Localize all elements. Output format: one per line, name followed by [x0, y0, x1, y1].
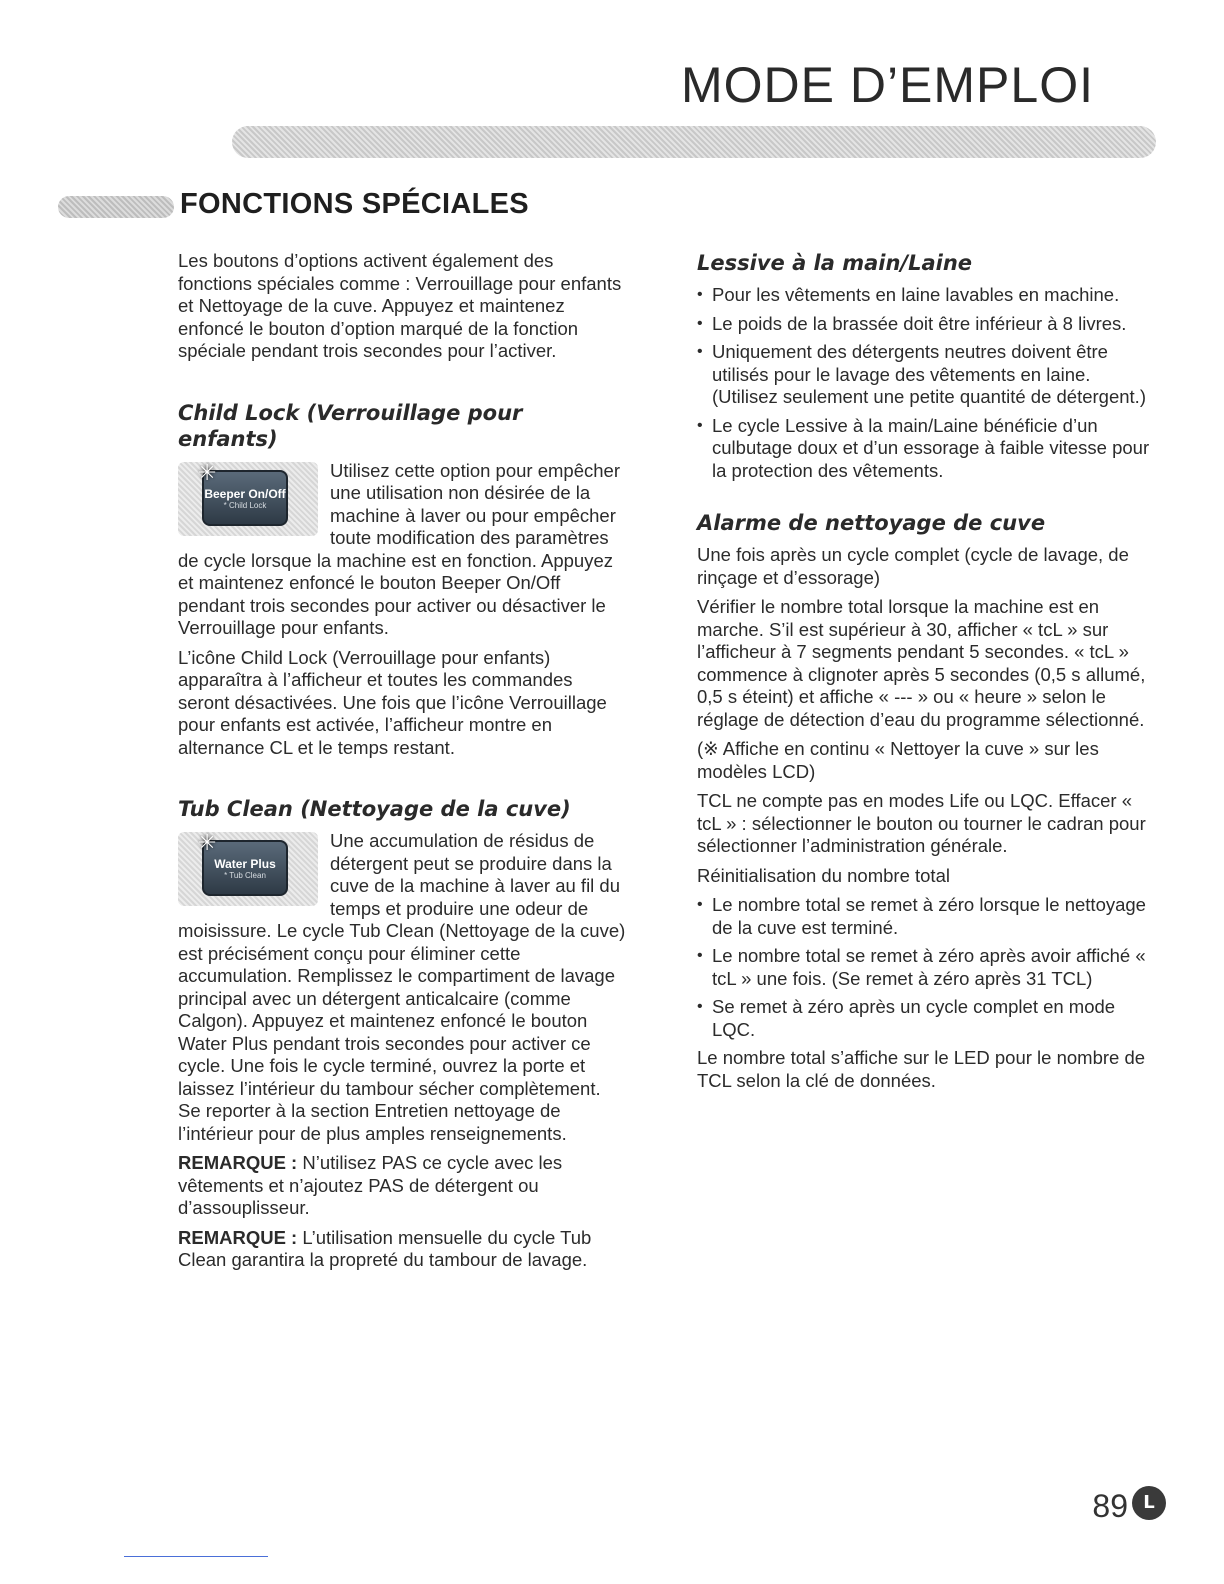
- tub-clean-note-1: [178, 1152, 628, 1220]
- intro-paragraph: Les boutons d’options activent également des fonctions spéciales comme : Verrouillage pour enfants et Nettoyage de la cuve. Appuyez et maintenez enfoncé le bouton d’option marqué de la fonction spéciale pendant trois secondes pour l’activer.: [178, 250, 622, 361]
- note-text: L’utilisation mensuelle du cycle Tub Clean garantira la propreté du tambour de lavage.: [178, 1226, 592, 1270]
- tub-clean-paragraph: Une accumulation de résidus de détergent peut se produire dans la cuve de la machine à laver au fil du temps et produire une odeur de moisissure. Le cycle Tub Clean (Nettoyage de la cuve) est précisément conçu pour éliminer cette accumulation. Remplissez le compartiment de lavage principal avec un détergent anticalcaire (comme Calgon). Appuyez et maintenez enfoncé le bouton Water Plus pendant trois secondes pour activer ce cycle. Une fois le cycle terminé, ouvrez la porte et laissez l’intérieur du tambour sécher complètement. Se reporter à la section Entretien nettoyage de l’intérieur pour de plus amples renseignements.: [178, 830, 626, 1144]
- water-plus-button-image: [178, 832, 318, 906]
- list-item: • Uniquement des détergents neutres doivent être utilisés pour le lavage des vêtements en laine. (Utilisez seulement une petite quantité de détergent.): [697, 341, 1152, 409]
- note-label: REMARQUE :: [178, 1152, 298, 1173]
- handwash-list: [697, 284, 1152, 482]
- list-item: • Se remet à zéro après un cycle complet en mode LQC.: [697, 996, 1152, 1041]
- footer-rule: [124, 1556, 268, 1557]
- water-plus-button-graphic: [198, 830, 288, 896]
- tub-clean-heading: Tub Clean (Nettoyage de la cuve): [178, 797, 571, 821]
- beeper-button-sublabel: * Child Lock: [223, 500, 267, 510]
- list-item: • Le poids de la brassée doit être inférieur à 8 livres.: [697, 313, 1152, 336]
- page-number: 89: [1092, 1488, 1128, 1524]
- alarm-paragraph-3: (※ Affiche en continu « Nettoyer la cuve » sur les modèles LCD): [697, 738, 1099, 782]
- title-decor-bar: [232, 126, 1156, 158]
- section-decor-pill: [58, 196, 174, 218]
- alarm-paragraph-4: TCL ne compte pas en modes Life ou LQC. Effacer « tcL » : sélectionner le bouton ou tourner le cadran pour sélectionner l’administration générale.: [697, 790, 1146, 856]
- alarm-reset-list: [697, 894, 1152, 1041]
- right-column: [697, 250, 1152, 1099]
- alarm-paragraph-2: Vérifier le nombre total lorsque la machine est en marche. S’il est supérieur à 30, afficher « tcL » sur l’afficheur à 7 segments pendant 5 secondes. « tcL » commence à clignoter après 5 secondes (0,5 s allumé, 0,5 s éteint) et affiche « --- » ou « heure » selon le réglage de détection d’eau du programme sélectionné.: [697, 596, 1146, 730]
- water-plus-button-sublabel: * Tub Clean: [224, 871, 266, 880]
- beeper-button-image: [178, 459, 318, 536]
- alarm-paragraph-5: Réinitialisation du nombre total: [697, 864, 950, 886]
- list-item: • Le nombre total se remet à zéro lorsque le nettoyage de la cuve est terminé.: [697, 894, 1152, 939]
- lg-logo-icon: L: [1132, 1486, 1166, 1520]
- section-heading: FONCTIONS SPÉCIALES: [180, 188, 529, 220]
- child-lock-heading: Child Lock (Verrouillage pour enfants): [178, 400, 523, 451]
- alarm-paragraph-6: Le nombre total s’affiche sur le LED pour le nombre de TCL selon la clé de données.: [697, 1047, 1146, 1091]
- list-item: • Le cycle Lessive à la main/Laine bénéficie d’un culbutage doux et d’un essorage à faible vitesse pour la protection des vêtements.: [697, 415, 1152, 483]
- list-item: • Pour les vêtements en laine lavables en machine.: [697, 284, 1152, 307]
- handwash-heading: Lessive à la main/Laine: [697, 251, 973, 275]
- sparkle-icon: ✳: [198, 830, 217, 855]
- alarm-heading: Alarme de nettoyage de cuve: [697, 511, 1046, 535]
- page-title: MODE D’EMPLOI: [680, 57, 1094, 113]
- child-lock-paragraph-2: L’icône Child Lock (Verrouillage pour enfants) apparaîtra à l’afficheur et toutes les commandes seront désactivées. Une fois que l’icône Verrouillage pour enfants est activée, l’afficheur montre en alternance CL et le temps restant.: [178, 646, 607, 758]
- water-plus-button-label: Water Plus: [214, 857, 276, 871]
- list-item: • Le nombre total se remet à zéro après avoir affiché « tcL » une fois. (Se remet à zéro après 31 TCL): [697, 945, 1152, 990]
- child-lock-paragraph-1: Utilisez cette option pour empêcher une utilisation non désirée de la machine à laver ou pour empêcher toute modification des paramètres de cycle lorsque la machine est en fonction. Appuyez et maintenez enfoncé le bouton Beeper On/Off pendant trois secondes pour activer ou désactiver le Verrouillage pour enfants.: [178, 459, 620, 638]
- note-text: N’utilisez PAS ce cycle avec les vêtements et n’ajoutez PAS de détergent ou d’assouplisseur.: [178, 1152, 563, 1218]
- alarm-paragraph-1: Une fois après un cycle complet (cycle de lavage, de rinçage et d’essorage): [697, 544, 1129, 588]
- beeper-button-label: Beeper On/Off: [204, 486, 286, 501]
- tub-clean-note-2: [178, 1227, 628, 1272]
- left-column: [178, 250, 628, 1279]
- sparkle-icon: ✳: [198, 459, 217, 485]
- note-label: REMARQUE :: [178, 1226, 298, 1248]
- beeper-button-graphic: [198, 459, 288, 526]
